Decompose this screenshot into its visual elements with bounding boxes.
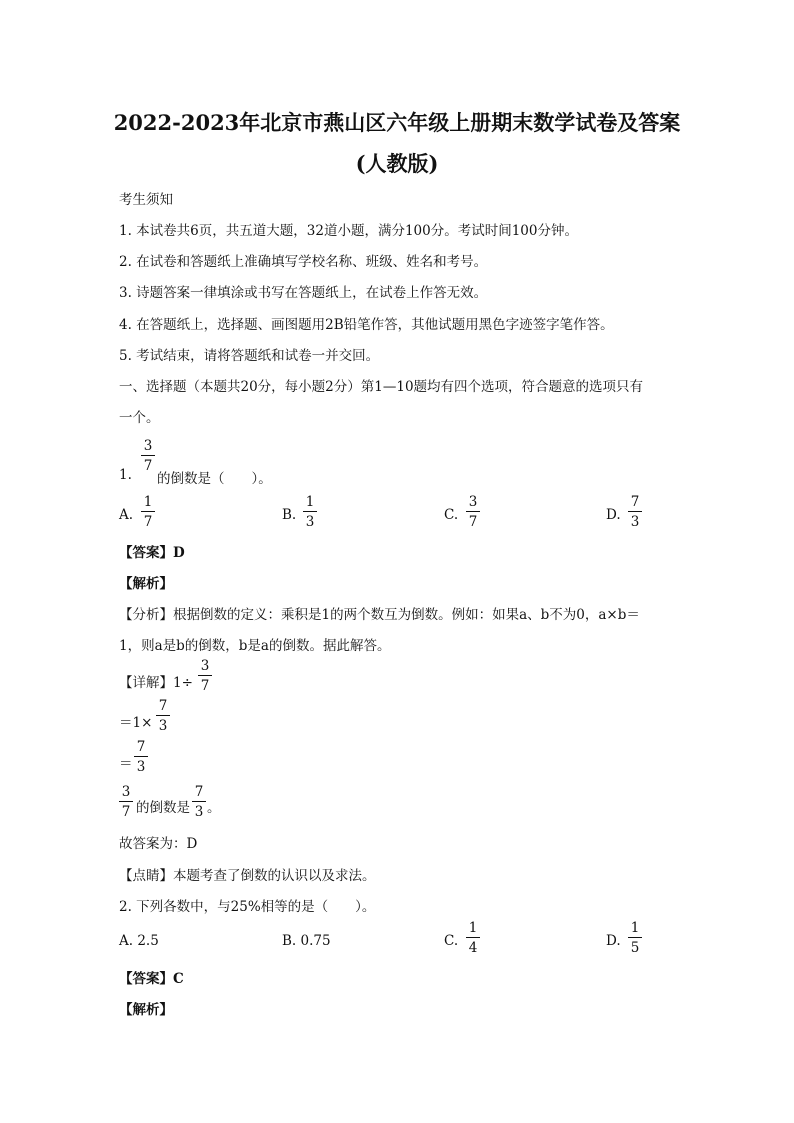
q2-option-a: A. 2.5 — [119, 933, 159, 949]
q1-step2-fraction — [156, 698, 170, 734]
q1-step2: ＝1× — [119, 715, 153, 731]
q1-option-d-label: D. — [606, 507, 621, 523]
q1-step3: ＝ — [119, 756, 133, 772]
q2-answer: 【答案】C — [119, 971, 184, 987]
denominator: 7 — [468, 514, 478, 530]
q1-answer: 【答案】D — [119, 545, 185, 561]
denominator: 3 — [136, 759, 146, 775]
numerator: 3 — [468, 494, 478, 510]
page-title-line1: 2022-2023年北京市燕山区六年级上册期末数学试卷及答案 — [113, 110, 681, 135]
numerator: 1 — [143, 494, 153, 510]
q1-stem: 的倒数是（ ）。 — [157, 471, 272, 487]
denominator: 3 — [194, 804, 204, 820]
page-title-line2: (人教版) — [355, 151, 439, 176]
q1-option-b-fraction — [303, 494, 317, 530]
q1-option-c-label: C. — [444, 507, 459, 523]
notice-item-2: 2. 在试卷和答题纸上准确填写学校名称、班级、姓名和考号。 — [119, 254, 488, 270]
notice-heading: 考生须知 — [119, 192, 173, 208]
q1-jiexi: 【解析】 — [119, 576, 173, 592]
section1-heading-cont: 一个。 — [119, 410, 160, 426]
q2-option-c-label: C. — [444, 933, 459, 949]
q2-jiexi: 【解析】 — [119, 1002, 173, 1018]
q1-analysis: 【分析】根据倒数的定义：乘积是1的两个数互为倒数。例如：如果a、b不为0，a×b＝ — [119, 607, 640, 623]
denominator: 7 — [143, 458, 153, 474]
denominator: 4 — [468, 940, 478, 956]
q1-conclusion-fraction-2 — [192, 784, 206, 820]
denominator: 7 — [121, 804, 131, 820]
q1-analysis-cont: 1，则a是b的倒数，b是a的倒数。据此解答。 — [119, 638, 391, 654]
denominator: 3 — [630, 514, 640, 530]
q1-step3-fraction — [134, 739, 148, 775]
q1-detail-label: 【详解】1÷ — [119, 675, 193, 691]
numerator: 7 — [630, 494, 640, 510]
denominator: 5 — [630, 940, 640, 956]
q1-number: 1. — [119, 467, 132, 483]
q1-final-answer: 故答案为：D — [119, 836, 198, 852]
q1-option-b-label: B. — [282, 507, 297, 523]
q2-option-c-fraction — [466, 920, 480, 956]
q1-conclusion-end: 。 — [207, 800, 221, 816]
q1-detail-fraction — [198, 658, 212, 694]
denominator: 3 — [305, 514, 315, 530]
q2-option-d-label: D. — [606, 933, 621, 949]
q2-option-b: B. 0.75 — [282, 933, 331, 949]
q1-conclusion-fraction-1 — [119, 784, 133, 820]
notice-item-5: 5. 考试结束，请将答题纸和试卷一并交回。 — [119, 348, 380, 364]
numerator: 3 — [121, 784, 131, 800]
numerator: 7 — [136, 739, 146, 755]
numerator: 7 — [194, 784, 204, 800]
numerator: 7 — [158, 698, 168, 714]
numerator: 1 — [305, 494, 315, 510]
notice-item-1: 1. 本试卷共6页，共五道大题，32道小题，满分100分。考试时间100分钟。 — [119, 223, 578, 239]
notice-item-4: 4. 在答题纸上，选择题、画图题用2B铅笔作答，其他试题用黑色字迹签字笔作答。 — [119, 317, 614, 333]
denominator: 3 — [158, 718, 168, 734]
q2-option-d-fraction — [628, 920, 642, 956]
denominator: 7 — [143, 514, 153, 530]
notice-item-3: 3. 诗题答案一律填涂或书写在答题纸上，在试卷上作答无效。 — [119, 285, 488, 301]
numerator: 3 — [143, 438, 153, 454]
q1-option-a-fraction — [141, 494, 155, 530]
section1-heading: 一、选择题（本题共20分，每小题2分）第1—10题均有四个选项，符合题意的选项只有 — [119, 379, 644, 395]
q1-fraction — [141, 438, 155, 474]
q1-option-d-fraction — [628, 494, 642, 530]
denominator: 7 — [200, 678, 210, 694]
q1-option-c-fraction — [466, 494, 480, 530]
numerator: 1 — [468, 920, 478, 936]
q1-option-a-label: A. — [119, 507, 134, 523]
numerator: 1 — [630, 920, 640, 936]
q1-conclusion-text: 的倒数是 — [136, 800, 190, 816]
numerator: 3 — [200, 658, 210, 674]
q2-stem: 2. 下列各数中，与25%相等的是（ ）。 — [119, 899, 376, 915]
q1-dianjing: 【点睛】本题考查了倒数的认识以及求法。 — [119, 868, 376, 884]
